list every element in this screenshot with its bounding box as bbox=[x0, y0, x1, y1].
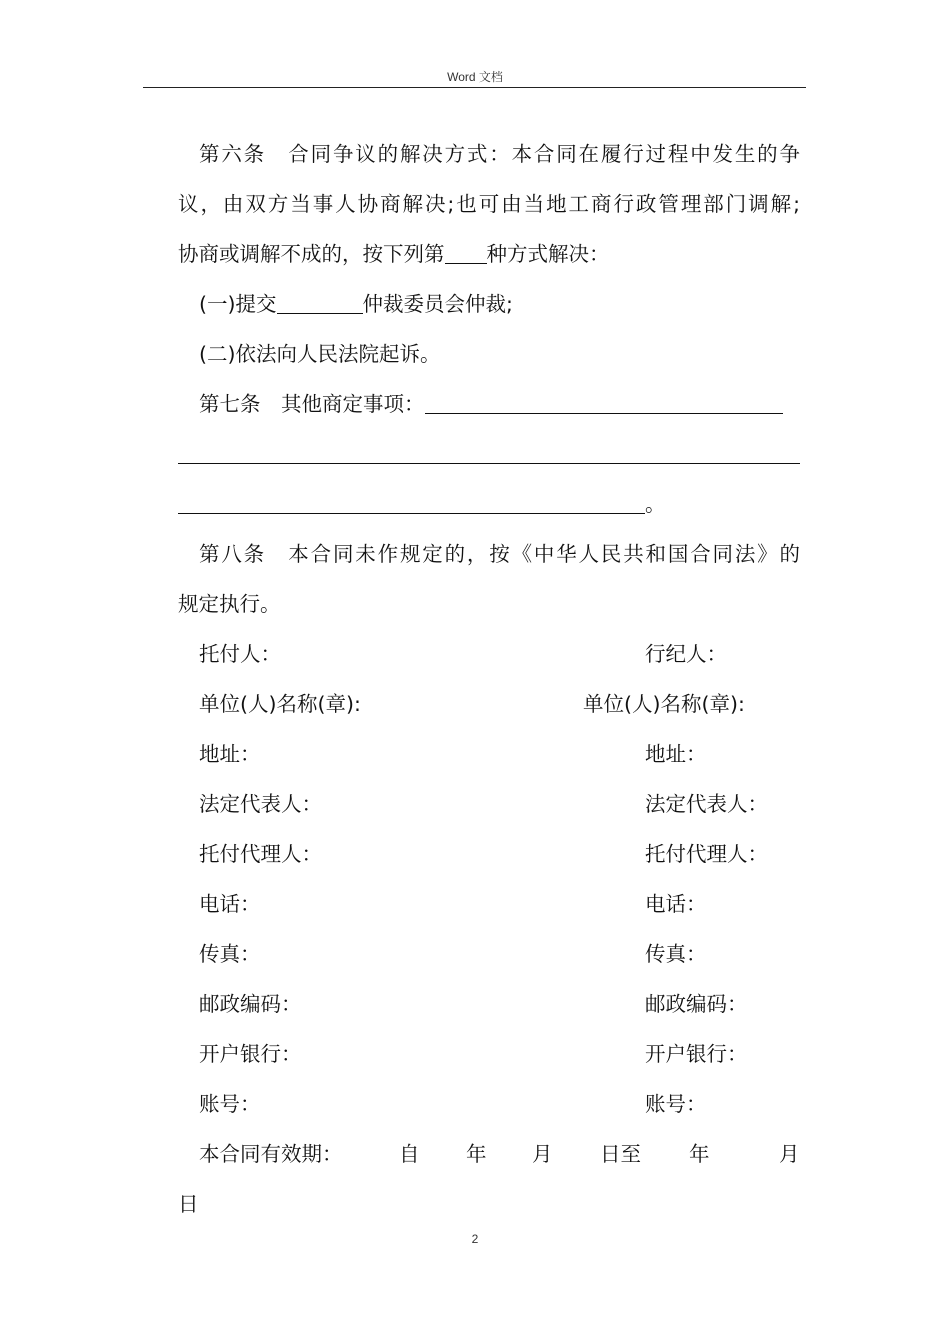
validity-year-1: 年 bbox=[466, 1142, 487, 1166]
validity-label: 本合同有效期： bbox=[199, 1142, 343, 1166]
blank-other-matters-1 bbox=[425, 393, 783, 414]
validity-month-1: 月 bbox=[532, 1142, 553, 1166]
validity-from: 自 bbox=[399, 1142, 420, 1166]
left-name-label: 单位(人)名称(章): bbox=[199, 692, 361, 716]
party-row-phone bbox=[178, 879, 800, 929]
blank-arbitration bbox=[277, 293, 363, 314]
article6-line2: 议，由双方当事人协商解决;也可由当地工商行政管理部门调解; bbox=[178, 192, 800, 216]
article6-line3-tail: 种方式解决： bbox=[486, 242, 610, 266]
page-header: Word 文档 bbox=[447, 70, 503, 84]
party-row-legal-rep bbox=[178, 779, 800, 829]
option-1-tail: 仲裁委员会仲裁; bbox=[362, 292, 513, 316]
validity-day-to: 日至 bbox=[600, 1142, 641, 1166]
party-row-bank bbox=[178, 1029, 800, 1079]
right-agent-label: 托付代理人： bbox=[645, 842, 768, 866]
article7-end: 。 bbox=[645, 492, 666, 516]
party-row-agent bbox=[178, 829, 800, 879]
left-postcode-label: 邮政编码： bbox=[199, 992, 302, 1016]
blank-other-matters-3 bbox=[178, 493, 645, 514]
article7-line2 bbox=[178, 429, 800, 479]
option-2: (二)依法向人民法院起诉。 bbox=[199, 342, 441, 366]
left-address-label: 地址： bbox=[199, 742, 261, 766]
party-titles bbox=[178, 629, 800, 679]
article7-label: 第七条 其他商定事项： bbox=[199, 392, 425, 416]
right-legal-rep-label: 法定代表人： bbox=[645, 792, 768, 816]
validity-month-2: 月 bbox=[779, 1142, 800, 1166]
article7-line1 bbox=[178, 379, 800, 429]
validity-day-line: 日 bbox=[178, 1192, 199, 1216]
right-address-label: 地址： bbox=[645, 742, 707, 766]
validity-line bbox=[178, 1129, 800, 1179]
header-rule bbox=[143, 87, 806, 88]
party-row-address bbox=[178, 729, 800, 779]
right-name-label: 单位(人)名称(章): bbox=[583, 692, 745, 716]
document-body bbox=[178, 129, 800, 1229]
page-number: 2 bbox=[471, 1232, 479, 1246]
option-1 bbox=[178, 279, 800, 329]
principal-label: 托付人： bbox=[199, 642, 281, 666]
blank-other-matters-2 bbox=[178, 443, 800, 464]
party-row-account bbox=[178, 1079, 800, 1129]
right-bank-label: 开户银行： bbox=[645, 1042, 748, 1066]
left-account-label: 账号： bbox=[199, 1092, 261, 1116]
broker-label: 行纪人： bbox=[645, 642, 727, 666]
left-fax-label: 传真： bbox=[199, 942, 261, 966]
party-row-fax bbox=[178, 929, 800, 979]
option-1-text: (一)提交 bbox=[199, 292, 277, 316]
right-account-label: 账号： bbox=[645, 1092, 707, 1116]
party-row-postcode bbox=[178, 979, 800, 1029]
left-phone-label: 电话： bbox=[199, 892, 261, 916]
validity-year-2: 年 bbox=[689, 1142, 710, 1166]
right-fax-label: 传真： bbox=[645, 942, 707, 966]
article8-line2: 规定执行。 bbox=[178, 592, 281, 616]
article6-line3-text: 协商或调解不成的，按下列第 bbox=[178, 242, 445, 266]
article7-line3 bbox=[178, 479, 800, 529]
left-bank-label: 开户银行： bbox=[199, 1042, 302, 1066]
right-postcode-label: 邮政编码： bbox=[645, 992, 748, 1016]
left-agent-label: 托付代理人： bbox=[199, 842, 322, 866]
left-legal-rep-label: 法定代表人： bbox=[199, 792, 322, 816]
article6-line3 bbox=[178, 229, 800, 279]
party-row-name bbox=[178, 679, 800, 729]
right-phone-label: 电话： bbox=[645, 892, 707, 916]
blank-method bbox=[445, 243, 487, 264]
article6-line1: 第六条 合同争议的解决方式：本合同在履行过程中发生的争 bbox=[199, 142, 800, 166]
article8-line1: 第八条 本合同未作规定的，按《中华人民共和国合同法》的 bbox=[199, 542, 800, 566]
